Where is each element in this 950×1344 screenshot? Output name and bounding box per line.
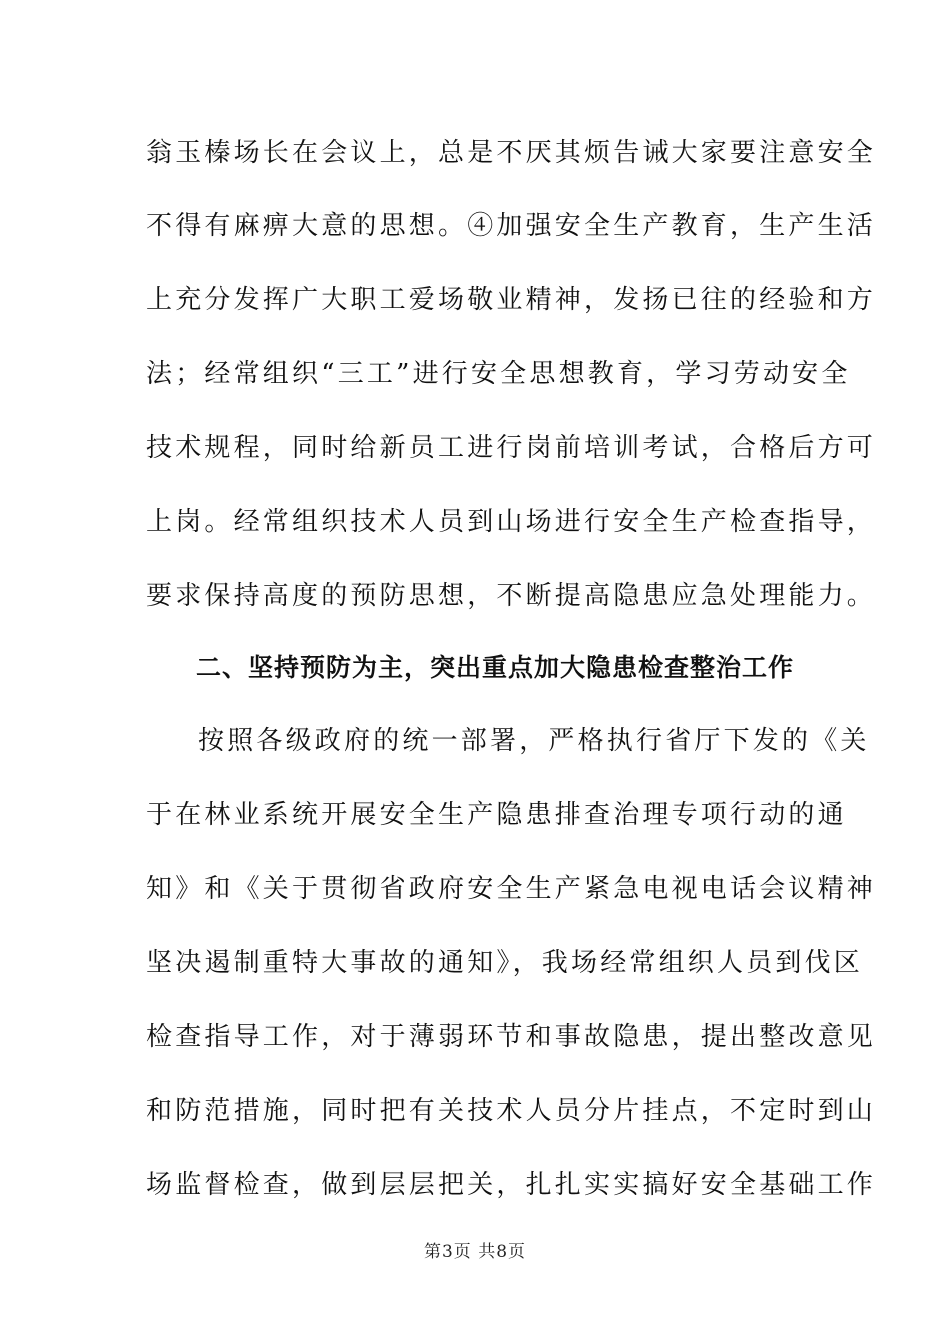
paragraph-line: 场监督检查，做到层层把关，扎扎实实搞好安全基础工作 <box>146 1170 877 1200</box>
paragraph-line: 和防范措施，同时把有关技术人员分片挂点，不定时到山 <box>146 1096 877 1126</box>
paragraph-line: 要求保持高度的预防思想，不断提高隐患应急处理能力。 <box>146 581 877 611</box>
paragraph-line: 上充分发挥广大职工爱场敬业精神，发扬已往的经验和方 <box>146 285 877 315</box>
paragraph-line: 坚决遏制重特大事故的通知》，我场经常组织人员到伐区 <box>146 948 864 978</box>
paragraph-line: 上岗。经常组织技术人员到山场进行安全生产检查指导， <box>146 507 877 537</box>
paragraph-line: 按照各级政府的统一部署，严格执行省厅下发的《关 <box>198 726 870 756</box>
paragraph-line: 知》和《关于贯彻省政府安全生产紧急电视电话会议精神 <box>146 874 877 904</box>
section-heading: 二、坚持预防为主，突出重点加大隐患检查整治工作 <box>196 653 795 682</box>
paragraph-line: 技术规程，同时给新员工进行岗前培训考试，合格后方可 <box>146 433 877 463</box>
paragraph-line: 翁玉榛场长在会议上，总是不厌其烦告诫大家要注意安全 <box>146 138 877 168</box>
paragraph-line: 法；经常组织“三工”进行安全思想教育，学习劳动安全 <box>146 359 851 389</box>
page-number-footer: 第3页 共8页 <box>423 1242 527 1262</box>
paragraph-line: 不得有麻痹大意的思想。④加强安全生产教育，生产生活 <box>146 211 877 241</box>
paragraph-line: 检查指导工作，对于薄弱环节和事故隐患，提出整改意见 <box>146 1022 877 1052</box>
paragraph-line: 于在林业系统开展安全生产隐患排查治理专项行动的通 <box>146 800 847 830</box>
